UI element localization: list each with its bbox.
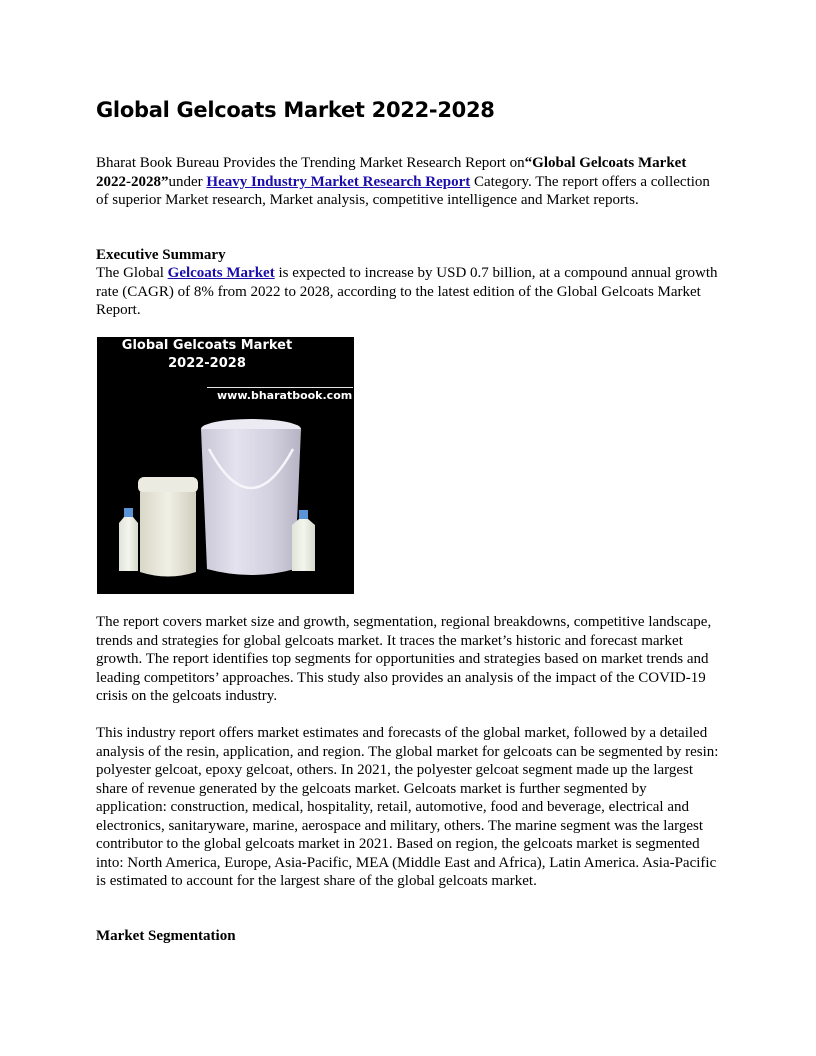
executive-summary-paragraph [96,264,720,320]
bottle-cap-right [299,510,308,519]
image-website-url: www.bharatbook.com [217,389,353,402]
paint-can [201,429,301,575]
small-bottle-right [292,519,315,571]
intro-paragraph [96,154,720,210]
summary-text-after: is expected to increase by USD 0.7 billion, at a compound annual growth rate (CAGR) of 8% from 2022 to 2028, according to the latest edition of the Global Gelcoats Market Report. [96,265,718,318]
intro-text-after: Category. The report offers a collection of superior Market research, Market analysis, competitive intelligence and Market reports. [96,173,710,208]
report-name: “Global Gelcoats Market 2022-2028” [96,155,687,190]
jar-lid [138,477,198,493]
image-title-line-2: 2022-2028 [168,356,246,371]
segments-paragraph: This industry report offers market estimates and forecasts of the global market, followed by a detailed analysis of the resin, application, and region. The global market for gelcoats can be segmented by resin: polyester gelcoat, epoxy gelcoat, others. In 2021, the polyester gelcoat segment made up the largest share of revenue generated by the gelcoats market. Gelcoats market is further segmented by application: construction, medical, hospitality, retail, automotive, food and beverage, electrical and electronics, sanitaryware, marine, aerospace and military, others. The marine segment was the largest contributor to the global gelcoats market in 2021. Based on region, the gelcoats market is segmented into: North America, Europe, Asia-Pacific, MEA (Middle East and Africa), Latin America. Asia-Pacific is estimated to account for the largest share of the global gelcoats market. [96,725,719,889]
image-title-line-1: Global Gelcoats Market [121,338,293,353]
image-title [97,337,317,373]
page-title: Global Gelcoats Market 2022-2028 [96,98,495,122]
intro-text-before: Bharat Book Bureau Provides the Trending Market Research Report on [96,155,525,171]
product-containers-illustration [97,337,354,594]
small-bottle-left [119,517,138,571]
image-divider [207,387,353,388]
coverage-paragraph: The report covers market size and growth, segmentation, regional breakdowns, competitive landscape, trends and strategies for global gelcoats market. It traces the market’s historic and forecast market growth. The report identifies top segments for opportunities and strategies based on market trends and leading competitors’ approaches. This study also provides an analysis of the impact of the COVID-19 crisis on the gelcoats industry. [96,614,712,704]
bottle-cap-left [124,508,133,517]
category-link[interactable]: Heavy Industry Market Research Report [206,173,471,190]
gelcoats-market-link[interactable]: Gelcoats Market [167,265,275,281]
executive-summary-heading: Executive Summary [96,247,226,263]
report-cover-image [97,337,354,594]
market-segmentation-heading: Market Segmentation [96,928,236,944]
summary-text-before: The Global [96,265,168,281]
round-jar [140,492,196,577]
intro-text-under: under [168,173,207,190]
